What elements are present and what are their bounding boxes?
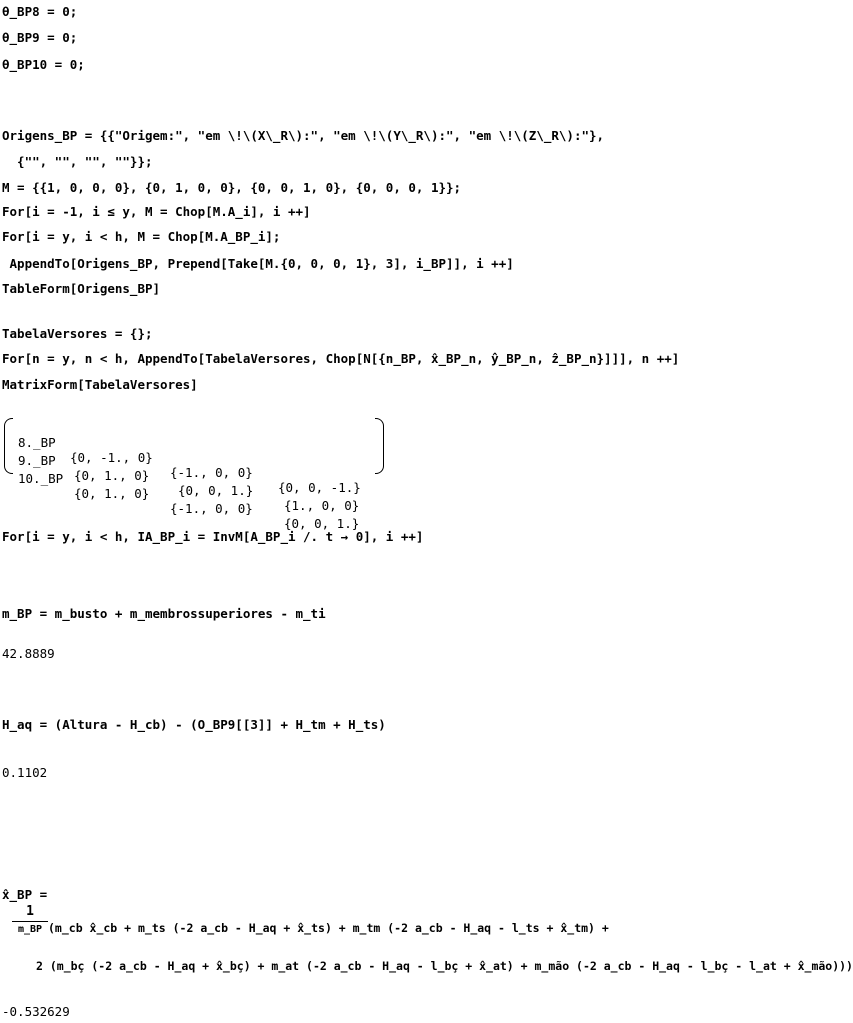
matrix-cell: {0, 1., 0} bbox=[74, 486, 150, 501]
input-for-loop-3[interactable]: For[n = y, n < h, AppendTo[TabelaVersores, Chop[N[{n_BP, x̂_BP_n, ŷ_BP_n, ẑ_BP_n}]]], n ++] bbox=[2, 351, 680, 366]
matrix-cell: {0, 0, 1.} bbox=[178, 483, 254, 498]
matrix-cell: {0, 0, 1.} bbox=[284, 516, 360, 531]
fraction bbox=[12, 904, 48, 935]
input-for-loop-2-body[interactable]: AppendTo[Origens_BP, Prepend[Take[M.{0, 0, 0, 1}, 3], i_BP]], i ++] bbox=[2, 256, 514, 271]
input-for-loop-1[interactable]: For[i = -1, i ≤ y, M = Chop[M.A_i], i ++] bbox=[2, 204, 311, 219]
matrix-cell: 8._BP bbox=[18, 435, 56, 450]
fraction-denominator: m_BP bbox=[17, 924, 43, 935]
matrix-cell: 9._BP bbox=[18, 453, 56, 468]
input-h-aq[interactable]: H_aq = (Altura - H_cb) - (O_BP9[[3]] + H_tm + H_ts) bbox=[2, 717, 386, 732]
matrix-cell: {-1., 0, 0} bbox=[170, 465, 253, 480]
input-origens-line1[interactable]: Origens_BP = {{"Origem:", "em \!\(X\_R\):", "em \!\(Y\_R\):", "em \!\(Z\_R\):"}, bbox=[2, 128, 605, 143]
input-x-bp-line1[interactable]: (m_cb x̂_cb + m_ts (-2 a_cb - H_aq + x̂_ts) + m_tm (-2 a_cb - H_aq - l_ts + x̂_tm) + bbox=[48, 921, 609, 935]
input-theta-bp10[interactable]: θ_BP10 = 0; bbox=[2, 57, 85, 72]
input-matrixform[interactable]: MatrixForm[TabelaVersores] bbox=[2, 377, 198, 392]
input-for-loop-2[interactable]: For[i = y, i < h, M = Chop[M.A_BP_i]; bbox=[2, 229, 281, 244]
output-matrix bbox=[4, 418, 384, 531]
input-x-bp-line2[interactable]: 2 (m_bç (-2 a_cb - H_aq + x̂_bç) + m_at (-2 a_cb - H_aq - l_bç + x̂_at) + m_mão (-2 a_cb - H_aq - l_bç - l_at + x̂_mão))) bbox=[36, 959, 853, 973]
fraction-numerator: 1 bbox=[26, 904, 34, 919]
matrix-cell: {0, -1., 0} bbox=[70, 450, 153, 465]
matrix-cell: 10._BP bbox=[18, 471, 64, 486]
matrix-cell: {0, 0, -1.} bbox=[278, 480, 361, 495]
input-tabela-versores[interactable]: TabelaVersores = {}; bbox=[2, 326, 153, 341]
matrix-cell: {1., 0, 0} bbox=[284, 498, 360, 513]
fraction-bar bbox=[12, 921, 48, 922]
matrix-right-paren bbox=[375, 418, 384, 474]
output-x-bp: -0.532629 bbox=[2, 1004, 70, 1019]
output-h-aq: 0.1102 bbox=[2, 765, 48, 780]
input-for-loop-4[interactable]: For[i = y, i < h, IA_BP_i = InvM[A_BP_i /. t → 0], i ++] bbox=[2, 529, 424, 544]
input-tableform[interactable]: TableForm[Origens_BP] bbox=[2, 281, 161, 296]
input-m-bp[interactable]: m_BP = m_busto + m_membrossuperiores - m_ti bbox=[2, 606, 326, 621]
matrix-left-paren bbox=[4, 418, 13, 474]
input-theta-bp9[interactable]: θ_BP9 = 0; bbox=[2, 30, 78, 45]
input-x-bp-lhs[interactable]: x̂_BP = bbox=[2, 887, 48, 902]
input-m-definition[interactable]: M = {{1, 0, 0, 0}, {0, 1, 0, 0}, {0, 0, 1, 0}, {0, 0, 0, 1}}; bbox=[2, 180, 462, 195]
output-m-bp: 42.8889 bbox=[2, 646, 55, 661]
input-theta-bp8[interactable]: θ_BP8 = 0; bbox=[2, 4, 78, 19]
input-origens-line2[interactable]: {"", "", "", ""}}; bbox=[2, 154, 153, 169]
matrix-cell: {-1., 0, 0} bbox=[170, 501, 253, 516]
matrix-cell: {0, 1., 0} bbox=[74, 468, 150, 483]
